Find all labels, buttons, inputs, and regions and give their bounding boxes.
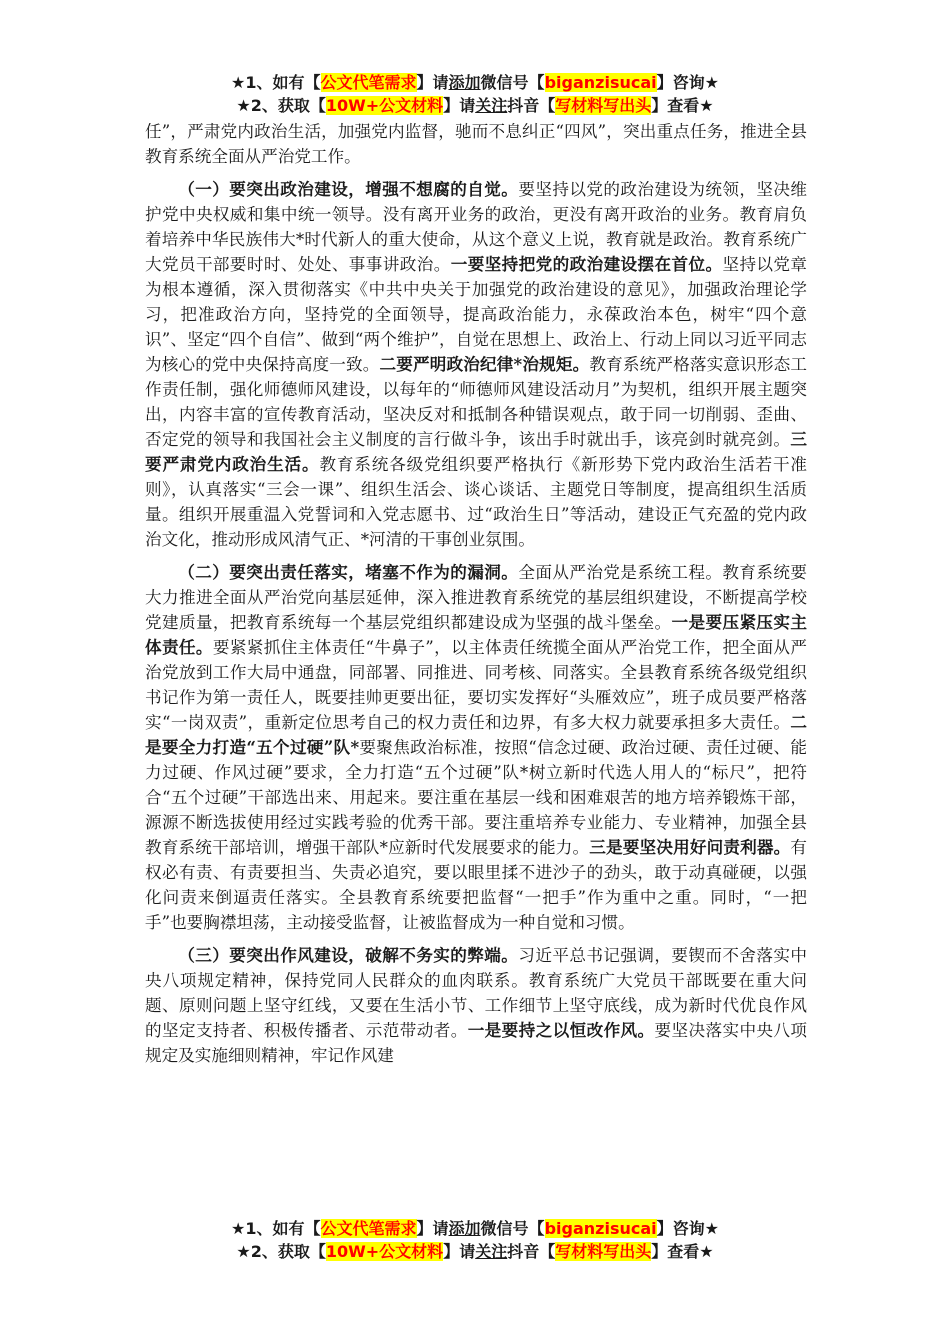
paragraph-work-style: （三）要突出作风建设，破解不务实的弊端。习近平总书记强调，要锲而不舍落实中央八项规定精神，保持党同人民群众的血肉联系。教育系统广大党员干部既要在重大问题、原则问题上坚守红线，又要在生活小节、工作细节上坚守底线，成为新时代优良作风的坚定支持者、积极传播者、示范带动者。一是要持之以恒改作风。要坚决落实中央八项规定及实施细则精神，牢记作风建 xyxy=(145,945,808,1065)
paragraph-responsibility: （二）要突出责任落实，堵塞不作为的漏洞。全面从严治党是系统工程。教育系统要大力推进全面从严治党向基层延伸，深入推进教育系统党的基层组织建设，不断提高学校党建质量，把教育系统每一个基层党组织都建设成为坚强的战斗堡垒。一是要压紧压实主体责任。要紧紧抓住主体责任“牛鼻子”，以主体责任统揽全面从严治党工作，把全面从严治党放到工作大局中通盘，同部署、同推进、同考核、同落实。全县教育系统各级党组织书记作为第一责任人，既要挂帅更要出征，要切实发挥好“头雁效应”，班子成员要严格落实“一岗双责”，重新定位思考自己的权力责任和边界，有多大权力就要承担多大责任。二是要全力打造“五个过硬”队*要聚焦政治标准，按照“信念过硬、政治过硬、责任过硬、能力过硬、作风过硬”要求，全力打造“五个过硬”队*树立新时代选人用人的“标尺”，把符合“五个过硬”干部选出来、用起来。要注重在基层一线和困难艰苦的地方培养锻炼干部，源源不断选拔使用经过实践考验的优秀干部。要注重培养专业能力、专业精神，加强全县教育系统干部培训，增强干部队*应新时代发展要求的能力。三是要坚决用好问责利器。有权必有责、有责要担当、失责必追究，要以眼里揉不进沙子的劲头，敢于动真碰硬，以强化问责来倒逼责任落实。全县教育系统要把监督“一把手”作为重中之重。同时，“一把手”也要胸襟坦荡，主动接受监督，让被监督成为一种自觉和习惯。 xyxy=(145,562,808,932)
banner-line-2: ★2、获取【10W+公文材料】请关注抖音【写材料写出头】查看★ xyxy=(236,96,714,115)
highlight-materials: 10W+公文材料 xyxy=(325,96,444,115)
document-body xyxy=(145,119,807,1076)
highlight-materials: 10W+公文材料 xyxy=(325,1242,444,1261)
section-heading: （二）要突出责任落实，堵塞不作为的漏洞。 xyxy=(178,562,519,582)
highlight-ghostwriting: 公文代笔需求 xyxy=(320,73,417,92)
highlight-wechat-id: biganzisucai xyxy=(544,73,657,92)
section-heading: （三）要突出作风建设，破解不务实的弊端。 xyxy=(178,945,519,965)
highlight-wechat-id: biganzisucai xyxy=(544,1219,657,1238)
highlight-douyin-id: 写材料写出头 xyxy=(555,96,652,115)
banner-line-2: ★2、获取【10W+公文材料】请关注抖音【写材料写出头】查看★ xyxy=(236,1242,714,1261)
banner-line-1: ★1、如有【公文代笔需求】请添加微信号【biganzisucai】咨询★ xyxy=(231,73,719,92)
banner-line-1: ★1、如有【公文代笔需求】请添加微信号【biganzisucai】咨询★ xyxy=(231,1219,719,1238)
highlight-ghostwriting: 公文代笔需求 xyxy=(320,1219,417,1238)
highlight-douyin-id: 写材料写出头 xyxy=(555,1242,652,1261)
paragraph-political-building: （一）要突出政治建设，增强不想腐的自觉。要坚持以党的政治建设为统领，坚决维护党中央权威和集中统一领导。没有离开业务的政治，更没有离开政治的业务。教育肩负着培养中华民族伟大*时代新人的重大使命，从这个意义上说，教育就是政治。教育系统广大党员干部要时时、处处、事事讲政治。一要坚持把党的政治建设摆在首位。坚持以党章为根本遵循，深入贯彻落实《中共中央关于加强党的政治建设的意见》，加强政治理论学习，把准政治方向，坚持党的全面领导，提高政治能力，永葆政治本色，树牢“四个意识”、坚定“四个自信”、做到“两个维护”，自觉在思想上、政治上、行动上同以习近平同志为核心的党中央保持高度一致。二要严明政治纪律*治规矩。教育系统严格落实意识形态工作责任制，强化师德师风建设，以每年的“师德师风建设活动月”为契机，组织开展主题突出，内容丰富的宣传教育活动，坚决反对和抵制各种错误观点，敢于同一切削弱、歪曲、否定党的领导和我国社会主义制度的言行做斗争，该出手时就出手，该亮剑时就亮剑。三要严肃党内政治生活。教育系统各级党组织要严格执行《新形势下党内政治生活若干准则》，认真落实“三会一课”、组织生活会、谈心谈话、主题党日等制度，提高组织生活质量。组织开展重温入党誓词和入党志愿书、过“政治生日”等活动，建设正气充盈的党内政治文化，推动形成风清气正、*河清的干事创业氛围。 xyxy=(145,179,808,549)
header-banner xyxy=(0,71,950,117)
section-heading: （一）要突出政治建设，增强不想腐的自觉。 xyxy=(178,179,519,199)
paragraph-intro: 任”，严肃党内政治生活，加强党内监督，驰而不息纠正“四风”，突出重点任务，推进全县教育系统全面从严治党工作。 xyxy=(145,122,807,166)
footer-banner xyxy=(0,1217,950,1263)
